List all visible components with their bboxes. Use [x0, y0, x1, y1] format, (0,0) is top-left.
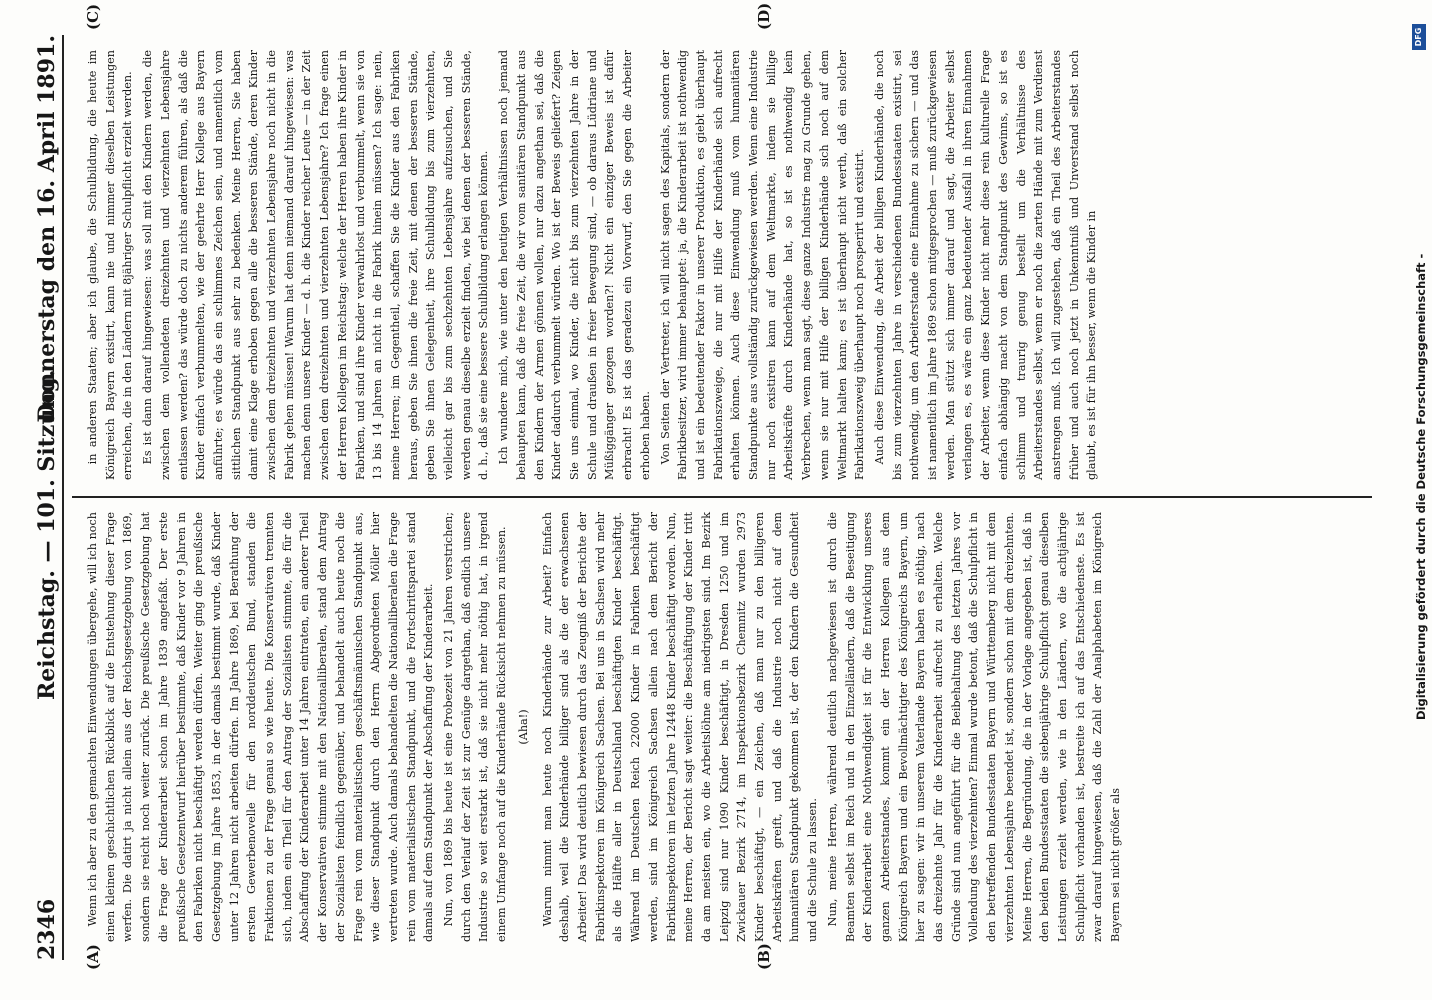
margin-mark-a: (A)	[84, 944, 102, 970]
digitization-credit: Digitalisierung gefördert durch die Deutsche Forschungsgemeinschaft -	[1414, 253, 1428, 720]
header-rule	[62, 35, 64, 960]
header-date: Donnerstag den 16. April 1891.	[34, 35, 60, 423]
column-divider	[72, 496, 1372, 498]
text-column-left	[84, 512, 1127, 942]
paragraph: Von Seiten der Vertreter, ich will nicht sagen des Kapitals, sondern der Fabrikbesitzer, wird immer behauptet: ja, die Kinderarbeit ist nothwendig und ist ein bedeutender Faktor in unserer Produktion, es giebt überhaupt Fabrikationszweige, die nur mit Hilfe der Kinderhände sich aufrecht erhalten können. Auch diese Einwendung muß vom humanitären Standpunkte aus vollständig zurückgewiesen werden. Wenn eine Industrie nur noch existiren kann auf dem Weltmarkte, indem sie billige Arbeitskräfte durch Kinderhände hat, so ist es nothwendig kein Verbrechen, wenn man sagt, diese ganze Industrie mag zu Grunde gehen, wenn sie nur mit Hilfe der billigen Kinderhände sich noch auf dem Weltmarkt halten kann; es ist überhaupt nicht werth, daß ein solcher Fabrikationszweig überhaupt noch prosperirt und existirt.	[658, 50, 867, 480]
margin-mark-b: (B)	[755, 943, 773, 970]
paragraph: Nun, von 1869 bis heute ist eine Probezeit von 21 Jahren verstrichen; durch den Verlauf der Zeit ist zur Genüge dargethan, daß endlich unsere Industrie so weit erstarkt ist, daß sie nicht mehr nöthig hat, in irgend einem Umfange noch auf die Kinderhände Rücksicht nehmen zu müssen.	[442, 512, 509, 942]
paragraph: Wenn ich aber zu den gemachten Einwendungen übergehe, will ich noch einen kleinen geschichtlichen Rückblick auf die Entstehung dieser Frage werfen. Die datirt ja nicht allein aus der Reichsgesetzgebung von 1869, sondern sie reicht noch weiter zurück. Die preußische Gesetzgebung hat die Frage der Kinderarbeit schon im Jahre 1839 angefaßt. Der erste preußische Gesetzentwurf hierüber bestimmte, daß Kinder vor 9 Jahren in den Fabriken nicht beschäftigt werden dürfen. Weiter ging die preußische Gesetzgebung im Jahre 1853, in der damals bestimmt wurde, daß Kinder unter 12 Jahren nicht arbeiten dürfen. Im Jahre 1869, bei Berathung der ersten Gewerbenovelle für den norddeutschen Bund, standen die Fraktionen zu der Frage genau so wie heute. Die Konservativen trennten sich, indem ein Theil für den Antrag der Sozialisten stimmte, die für die Abschaffung der Kinderarbeit unter 14 Jahren eintraten, ein anderer Theil der Konservativen stimmte mit den Nationalliberalen, stand dem Antrag der Sozialisten feindlich gegenüber, und behandelt auch heute noch die Frage rein vom materialistischen geschäftsmännischen Standpunkt aus, wie dieser Standpunkt durch den Herrn Abgeordneten Möller hier vertreten wurde. Auch damals behandelten die Nationalliberalen die Frage rein vom materialistischen Standpunkt, und die Fortschrittspartei stand damals auf dem Standpunkt der Abschaffung der Kinderarbeit.	[86, 512, 436, 942]
paragraph: Auch diese Einwendung, die Arbeit der billigen Kinderhände, die noch bis zum vierzehnten Jahre in verschiedenen Bundesstaaten existirt, sei nothwendig, um den Arbeiterstande eine Einnahme zu sichern — und das ist namentlich im Jahre 1869 schon mitgesprochen — muß zurückgewiesen werden. Man stützt sich immer darauf und sagt, die Arbeiter selbst verlangen es, es wäre ein ganz bedeutender Ausfall in ihren Einnahmen der Arbeiter, wenn diese Kinder nicht mehr diese rein kulturelle Frage einfach abhängig macht von dem Standpunkt des Gewinns, so ist es schlimm und traurig genug bestellt um die Verhältnisse des Arbeiterstandes selbst, wenn er noch die zarten Hände mit zum Verdienst anstrengen muß. Ich will zugestehen, daß ein Theil des Arbeiterstandes früher und auch noch jetzt in Unkenntniß und Unverstand selbst noch glaubt, es ist für ihn besser, wenn die Kinder in	[872, 50, 1099, 480]
paragraph: Nun, meine Herren, während deutlich nachgewiesen ist durch die Beamten selbst im Reich und in den Einzelländern, daß die Beseitigung der Kinderarbeit eine Nothwendigkeit ist für die Entwicklung unseres ganzen Arbeiterstandes, kommt ein der Herren Kollegen aus dem Königreich Bayern und ein Bevollmächtigter des Königreichs Bayern, um hier zu sagen: wir in unserem Vaterlande Bayern haben es nöthig, nach das dreizehnte Jahr für die Kinderarbeit aufrecht zu erhalten. Welche Gründe sind nun angeführt für die Beibehaltung des letzten Jahres vor Vollendung des vierzehnten? Einmal wurde betont, daß die Schulpflicht in den betreffenden Bundesstaaten Bayern und Württemberg nicht mit dem vierzehnten Lebensjahre beendet ist, sondern schon mit dem dreizehnten. Meine Herren, die Begründung, die in der Vorlage angegeben ist, daß in den beiden Bundesstaaten die siebenjährige Schulpflicht genau dieselben Leistungen erzielt werden, wie in den Ländern, wo die achtjährige Schulpflicht vorhanden ist, bestreite ich auf das Entschiedenste. Es ist zwar darauf hingewiesen, daß die Zahl der Analphabeten im Königreich Bayern sei nicht größer als	[825, 512, 1123, 942]
paragraph: in anderen Staaten; aber ich glaube, die Schulbildung, die heute im Königreich Bayern existirt, kann nie und nimmer dieselben Leistungen erreichen, die in den Ländern mit 8jähriger Schulpflicht erzielt werden.	[86, 50, 135, 480]
page-header	[28, 35, 78, 960]
text-column-right	[84, 50, 1103, 480]
header-title: Reichstag. — 101. Sitzung.	[34, 369, 60, 700]
page-number: 2346	[34, 898, 60, 960]
interjection: (Aha!)	[516, 709, 530, 745]
dfg-logo: DFG	[1412, 24, 1426, 50]
paragraph: Es ist dann darauf hingewiesen: was soll mit den Kindern werden, die zwischen dem vollendeten dreizehnten und vierzehnten Lebensjahre entlassen werden? das würde doch zu nichts anderem führen, als daß die Kinder einfach verbummelten, wie der geehrte Herr Kollege aus Bayern anführte; es würde das ein schlimmes Zeichen sein, und namentlich vom sittlichen Standpunkt aus sehr zu bedenken. Meine Herren, Sie haben damit eine Klage erhoben gegen alle die besseren Stände, deren Kinder zwischen dem dreizehnten und vierzehnten Lebensjahre noch nicht in die Fabrik gehen müssen! Warum hat denn niemand darauf hingewiesen: was machen denn unsere Kinder — d. h. die Kinder reicher Leute — in der Zeit zwischen dem dreizehnten und vierzehnten Lebensjahre? Ich frage einen der Herren Kollegen im Reichstag: welche der Herren haben ihre Kinder in Fabriken, und sind ihre Kinder verwahrlost und verbummelt, wenn sie von 13 bis 14 Jahren an nicht in die Fabrik hinein müssen? Ich sage: nein, meine Herren; im Gegentheil, schaffen Sie die Kinder aus den Fabriken heraus, geben Sie ihnen die freie Zeit, mit denen der besseren Stände, geben Sie ihnen Gelegenheit, ihre Schulbildung bis zum vierzehnten, vielleicht gar bis zum sechzehnten Lebensjahre aufzusuchen, und Sie werden genau dieselbe erzielt finden, wie bei denen der besseren Stände, d. h., daß sie eine bessere Schulbildung erlangen können.	[141, 50, 491, 480]
margin-mark-d: (D)	[755, 2, 773, 30]
margin-mark-c: (C)	[84, 3, 102, 30]
paragraph: Warum nimmt man heute noch Kinderhände zur Arbeit? Einfach deshalb, weil die Kinderhände billiger sind als die der erwachsenen Arbeiter! Das wird deutlich bewiesen durch das Zeugniß der Berichte der Fabrikinspektoren im Königreich Sachsen. Bei uns in Sachsen wird mehr als die Hälfte aller in Deutschland beschäftigten Kinder beschäftigt. Während im Deutschen Reich 22000 Kinder in Fabriken beschäftigt werden, sind im Königreich Sachsen allein nach dem Bericht der Fabrikinspektoren im letzten Jahre 12448 Kinder beschäftigt worden. Nun, meine Herren, der Bericht sagt weiter: die Beschäftigung der Kinder tritt da am meisten ein, wo die Arbeitslöhne am niedrigsten sind. Im Bezirk Leipzig sind nur 1090 Kinder beschäftigt, in Dresden 1250 und im Zwickauer Bezirk 2714, im Inspektionsbezirk Chemnitz wurden 2973 Kinder beschäftigt, — ein Zeichen, daß man nur zu den billigeren Arbeitskräften greift, und daß die Industrie noch nicht auf dem humanitären Standpunkt gekommen ist, der den Kindern die Gesundheit und die Schule zu lassen.	[540, 512, 820, 942]
paragraph: Ich wundere mich, wie unter den heutigen Verhältnissen noch jemand behaupten kann, daß die freie Zeit, die wir vom sanitären Standpunkt aus den Kindern der Armen gönnen wollen, nur dazu angethan sei, daß die Kinder dadurch verbummelt würden. Wo ist der Beweis geliefert? Zeigen Sie uns einmal, wo Kinder, die nicht bis zum vierzehnten Jahre in der Schule und draußen in freier Bewegung sind, — ob daraus Lüdriane und Müßiggänger gezogen worden?! Nicht ein einziger Beweis ist dafür erbracht! Es ist das geradezu ein Vorwurf, den Sie gegen die Arbeiter erhoben haben.	[497, 50, 652, 480]
